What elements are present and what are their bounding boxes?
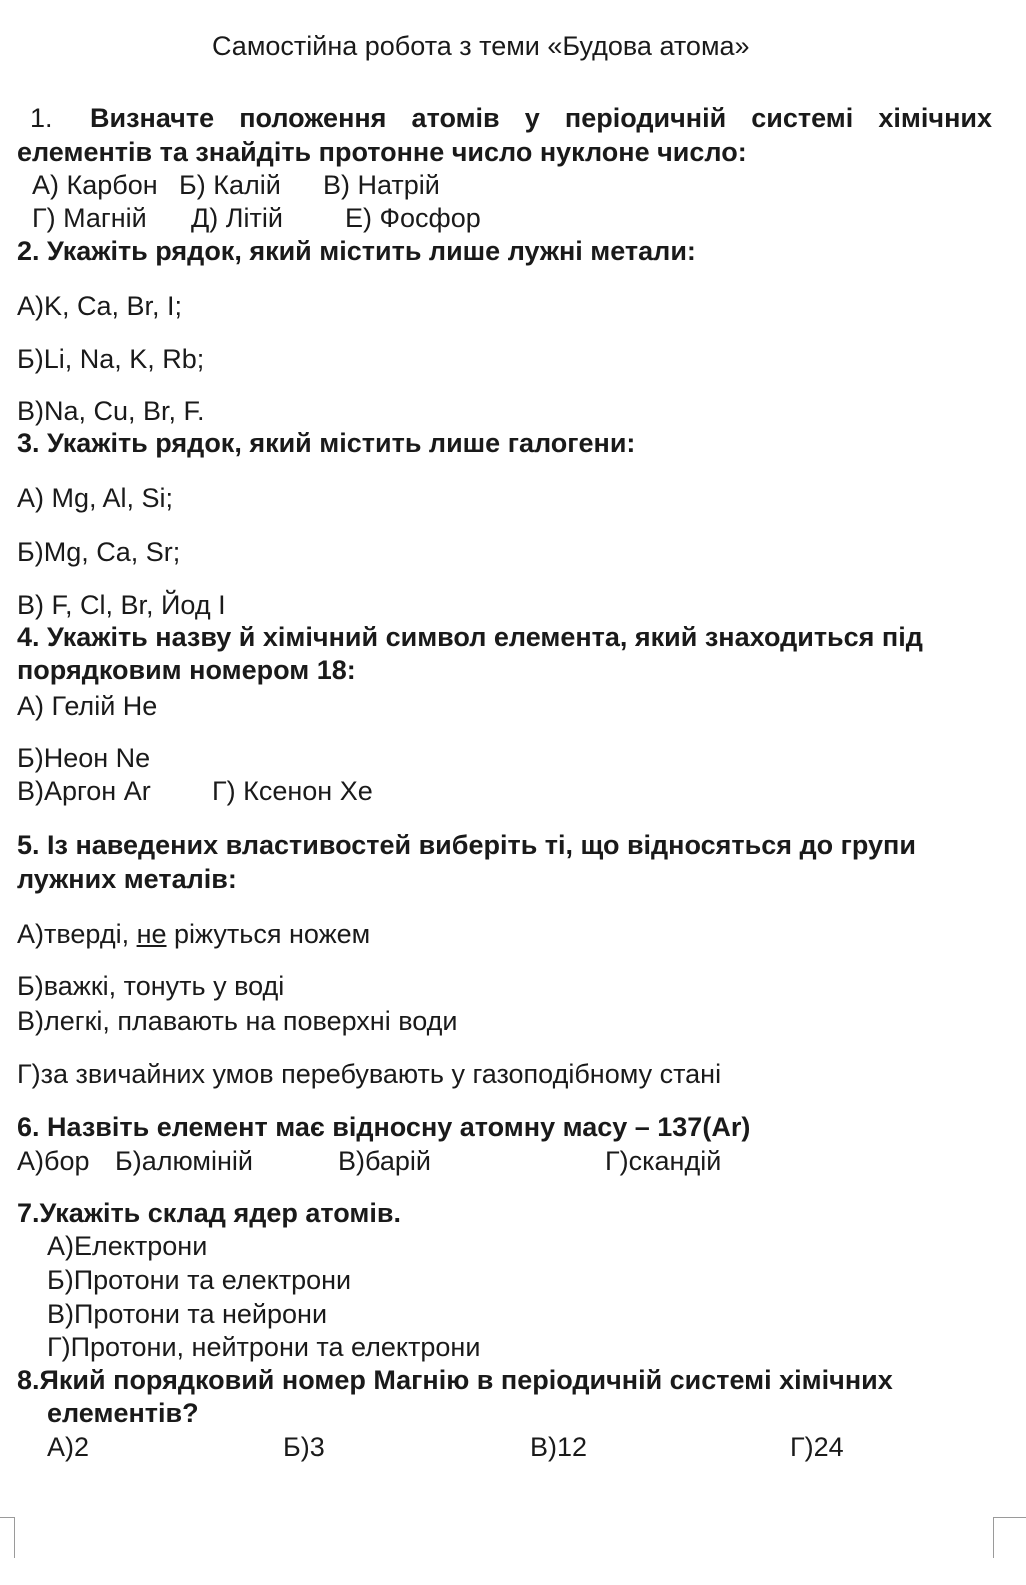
q5-option-a-end: ріжуться ножем xyxy=(166,919,371,949)
q8-option-a: А)2 xyxy=(47,1432,90,1462)
q4-option-v: В)Аргон Ar xyxy=(17,776,151,806)
q5-question-line2: лужних металів: xyxy=(17,864,237,894)
q8-question-line2: елементів? xyxy=(47,1398,199,1428)
q1-option-b: Б) Калій xyxy=(179,170,281,200)
q7-option-b: Б)Протони та електрони xyxy=(47,1265,352,1295)
q6-option-v: В)барій xyxy=(338,1146,431,1176)
page-title: Самостійна робота з теми «Будова атома» xyxy=(212,31,750,61)
q1-option-d: Д) Літій xyxy=(191,203,283,233)
q5-option-a-start: А)тверді, xyxy=(17,919,137,949)
q5-option-g: Г)за звичайних умов перебувають у газоподібному стані xyxy=(17,1059,722,1089)
q8-option-b: Б)3 xyxy=(283,1432,325,1462)
q4-question-line2: порядковим номером 18: xyxy=(17,655,356,685)
q5-question-line1: 5. Із наведених властивостей виберіть ті, що відносяться до групи xyxy=(17,830,916,860)
q8-option-v: В)12 xyxy=(530,1432,588,1462)
q7-question: 7.Укажіть склад ядер атомів. xyxy=(17,1198,401,1228)
q1-question-line1: Визначте положення атомів у періодичній системі хімічних xyxy=(90,103,992,133)
q1-number: 1. xyxy=(30,103,53,133)
q6-question: 6. Назвіть елемент має відносну атомну масу – 137(Ar) xyxy=(17,1112,751,1142)
q2-option-a: А)K, Ca, Br, I; xyxy=(17,291,183,321)
page-corner-mark-right xyxy=(993,1517,1026,1558)
q8-question-line1: 8.Який порядковий номер Магнію в періодичній системі хімічних xyxy=(17,1365,893,1395)
q3-question: 3. Укажіть рядок, який містить лише галогени: xyxy=(17,428,636,458)
q1-option-g: Г) Магній xyxy=(32,203,147,233)
q4-option-a: А) Гелій He xyxy=(17,691,158,721)
q4-question-line1: 4. Укажіть назву й хімічний символ елемента, який знаходиться під xyxy=(17,622,923,652)
q5-option-v: В)легкі, плавають на поверхні води xyxy=(17,1006,458,1036)
q1-option-e: Е) Фосфор xyxy=(345,203,481,233)
q2-option-v: В)Na, Cu, Br, F. xyxy=(17,396,205,426)
q7-option-v: В)Протони та нейрони xyxy=(47,1299,328,1329)
page-corner-mark-left xyxy=(0,1517,15,1558)
q7-option-a: А)Електрони xyxy=(47,1231,208,1261)
q5-option-a-underlined: не xyxy=(136,919,167,949)
q6-option-g: Г)скандій xyxy=(605,1146,722,1176)
q6-option-b: Б)алюміній xyxy=(115,1146,253,1176)
q4-option-b: Б)Неон Ne xyxy=(17,743,151,773)
q8-option-g: Г)24 xyxy=(790,1432,844,1462)
q3-option-v: В) F, Cl, Br, Йод I xyxy=(17,590,226,620)
q5-option-b: Б)важкі, тонуть у воді xyxy=(17,971,285,1001)
q1-option-a: А) Карбон xyxy=(32,170,158,200)
q5-option-a xyxy=(17,918,370,950)
q2-question: 2. Укажіть рядок, який містить лише лужні метали: xyxy=(17,236,696,266)
q4-option-g: Г) Ксенон Xe xyxy=(212,776,373,806)
q1-question-line2: елементів та знайдіть протонне число нуклоне число: xyxy=(17,137,747,167)
q7-option-g: Г)Протони, нейтрони та електрони xyxy=(47,1332,481,1362)
q6-option-a: А)бор xyxy=(17,1146,90,1176)
q3-option-b: Б)Mg, Ca, Sr; xyxy=(17,537,181,567)
q2-option-b: Б)Li, Na, K, Rb; xyxy=(17,344,205,374)
q1-option-v: В) Натрій xyxy=(323,170,440,200)
q3-option-a: А) Mg, Al, Si; xyxy=(17,483,174,513)
